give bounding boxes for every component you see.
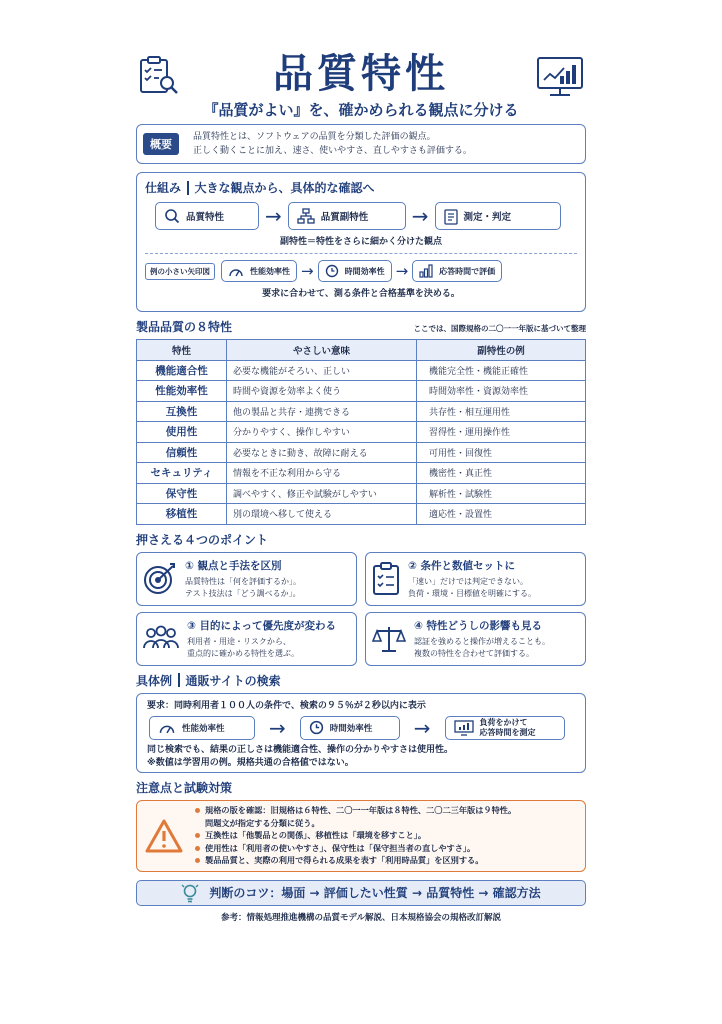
divider	[187, 181, 189, 195]
caution-subtext: 問題文が指定する分類に従う。	[205, 817, 320, 828]
flow-label-line: 応答時間を測定	[479, 727, 536, 737]
characteristic-cell: 保守性	[137, 483, 227, 504]
characteristic-cell: 機能適合性	[137, 360, 227, 381]
flow-label: 応答時間で評価	[439, 266, 496, 276]
divider	[178, 673, 180, 687]
subcharacteristic-cell: 解析性・試験性	[417, 483, 586, 504]
subcharacteristic-cell: 共存性・相互運用性	[417, 401, 586, 422]
clock-icon	[325, 264, 339, 278]
point-line: 負荷・環境・目標値を明確にする。	[408, 588, 536, 598]
list-item	[195, 829, 516, 842]
table-row	[137, 360, 586, 381]
quality-heading: 製品品質の８特性	[136, 320, 233, 334]
header	[136, 48, 586, 120]
table-row	[137, 442, 586, 463]
tip-banner	[136, 880, 586, 906]
meaning-cell: 必要な機能がそろい、正しい	[227, 360, 417, 381]
point-line: 複数の特性を合わせて評価する。	[414, 648, 534, 658]
quality-note: ここでは、国際規格の二〇一一年版に基づいて整理	[413, 324, 586, 333]
flow-label-line: 負荷をかけて	[479, 717, 528, 727]
users-icon	[143, 624, 179, 654]
meaning-cell: 必要なときに動き、故障に耐える	[227, 442, 417, 463]
point-line: 品質特性は「何を評価するか」。	[185, 576, 301, 586]
target-icon	[143, 562, 177, 596]
arrow-icon: →	[411, 204, 429, 228]
point-card	[136, 612, 357, 666]
flow-label: 性能効率性	[182, 723, 225, 734]
arrow-icon: →	[301, 262, 314, 280]
list-item	[195, 854, 516, 867]
point-title: ① 観点と手法を区別	[185, 559, 282, 572]
table-header-row	[137, 340, 586, 361]
caution-text: 規格の版を確認：旧規格は６特性、二〇一一年版は８特性、二〇二三年版は９特性。	[205, 805, 517, 816]
meaning-cell: 時間や資源を効率よく使う	[227, 381, 417, 402]
flow-label: 品質特性	[186, 212, 225, 223]
point-line: 「速い」だけでは判定できない。	[408, 576, 528, 586]
arrow-icon: →	[413, 715, 431, 740]
flow-box	[155, 202, 259, 230]
column-header: 特性	[137, 340, 227, 361]
example-tag: 例の小さい矢印図	[145, 263, 215, 280]
subcharacteristic-cell: 機能完全性・機能正確性	[417, 360, 586, 381]
hierarchy-icon	[297, 208, 315, 224]
flow-label: 時間効率性	[329, 723, 373, 734]
point-line: 利用者・用途・リスクから、	[187, 636, 291, 646]
point-text	[414, 618, 550, 660]
caution-text: 製品品質と、実際の利用で得られる成果を表す「利用時品質」を区別する。	[205, 855, 484, 866]
point-text	[408, 558, 536, 600]
example-box	[136, 693, 586, 773]
magnifier-icon	[164, 208, 180, 224]
characteristic-cell: 使用性	[137, 422, 227, 443]
characteristic-cell: 性能効率性	[137, 381, 227, 402]
point-title: ② 条件と数値セットに	[408, 559, 516, 572]
meaning-cell: 分かりやすく、操作しやすい	[227, 422, 417, 443]
column-header: 副特性の例	[417, 340, 586, 361]
characteristic-cell: セキュリティ	[137, 463, 227, 484]
caution-text: 互換性は「他製品との関係」、移植性は「環境を移すこと」。	[205, 830, 427, 841]
characteristic-cell: 移植性	[137, 504, 227, 525]
flow-box	[221, 260, 297, 282]
flow-box	[300, 716, 400, 740]
caution-heading: 注意点と試験対策	[136, 780, 233, 795]
point-text	[185, 558, 301, 600]
overview-line: 品質特性とは、ソフトウェアの品質を分類した評価の観点。	[193, 132, 436, 142]
example-requirement: 要求：同時利用者１００人の条件で、検索の９５％が２秒以内に表示	[147, 700, 426, 711]
meaning-cell: 他の製品と共存・連携できる	[227, 401, 417, 422]
table-row	[137, 422, 586, 443]
overview-line: 正しく動くことに加え、速さ、使いやすさ、直しやすさも評価する。	[193, 146, 472, 156]
point-line: 重点的に確かめる特性を選ぶ。	[187, 648, 300, 658]
subcharacteristic-cell: 機密性・真正性	[417, 463, 586, 484]
quality-table	[136, 339, 586, 525]
flow-box	[318, 260, 392, 282]
page-subtitle: 『品質がよい』を、確かめられる観点に分ける	[203, 101, 519, 119]
bar-chart-icon	[419, 264, 433, 278]
point-card	[365, 552, 586, 606]
point-title: ③ 目的によって優先度が変わる	[187, 619, 337, 632]
scale-icon	[372, 624, 406, 654]
flow-box	[412, 260, 502, 282]
mechanism-box	[136, 172, 586, 312]
monitor-chart-icon	[536, 56, 584, 98]
mechanism-note: 副特性＝特性をさらに細かく分けた観点	[279, 237, 442, 247]
point-card	[136, 552, 357, 606]
point-card	[365, 612, 586, 666]
example-flow	[149, 716, 575, 740]
flow-label: 性能効率性	[250, 266, 290, 276]
flow-box	[435, 202, 561, 230]
subcharacteristic-cell: 可用性・回復性	[417, 442, 586, 463]
caution-text: 使用性は「利用者の使いやすさ」、保守性は「保守担当者の直しやすさ」。	[205, 842, 476, 853]
clipboard-icon	[372, 562, 400, 596]
overview-tag: 概要	[143, 133, 179, 155]
flow-label	[480, 718, 536, 738]
reference-text: 参考：情報処理推進機構の品質モデル解説、日本規格協会の規格改訂解説	[220, 912, 502, 923]
flow-label: 品質副特性	[320, 212, 369, 223]
subcharacteristic-cell: 習得性・運用操作性	[417, 422, 586, 443]
clock-icon	[309, 720, 324, 735]
list-item	[195, 842, 516, 855]
example-line: ※数値は学習用の例。規格共通の合格値ではない。	[147, 757, 354, 768]
mechanism-subtitle: 大きな観点から、具体的な確認へ	[194, 181, 375, 195]
warning-icon	[145, 819, 183, 853]
characteristic-cell: 信頼性	[137, 442, 227, 463]
example-flow	[145, 260, 577, 282]
flow-label: 時間効率性	[344, 266, 385, 276]
point-text	[187, 618, 336, 660]
subcharacteristic-cell: 時間効率性・資源効率性	[417, 381, 586, 402]
table-row	[137, 483, 586, 504]
flow-label: 測定・判定	[463, 212, 512, 223]
gauge-icon	[228, 265, 244, 277]
gauge-icon	[158, 721, 176, 734]
example-subtitle: 通販サイトの検索	[185, 673, 281, 688]
table-row	[137, 504, 586, 525]
points-grid	[136, 552, 586, 666]
mechanism-heading	[145, 179, 577, 196]
meaning-cell: 別の環境へ移して使える	[227, 504, 417, 525]
arrow-icon: →	[269, 715, 286, 740]
mechanism-title: 仕組み	[145, 181, 182, 195]
points-heading: 押さえる４つのポイント	[136, 532, 269, 547]
table-row	[137, 463, 586, 484]
mechanism-note2: 要求に合わせて、測る条件と合格基準を決める。	[262, 289, 460, 299]
table-row	[137, 381, 586, 402]
point-line: 認証を強めると操作が増えることも。	[414, 636, 550, 646]
list-item	[195, 804, 516, 829]
example-heading	[136, 672, 586, 689]
quality-heading-row	[136, 318, 586, 335]
flow-box	[149, 716, 255, 740]
arrow-icon: →	[265, 204, 282, 228]
mechanism-flow	[155, 202, 577, 230]
subcharacteristic-cell: 適応性・設置性	[417, 504, 586, 525]
lightbulb-icon	[181, 883, 199, 903]
flow-box	[288, 202, 406, 230]
monitor-chart-icon	[454, 720, 474, 736]
point-title: ④ 特性どうしの影響も見る	[414, 619, 543, 632]
meaning-cell: 情報を不正な利用から守る	[227, 463, 417, 484]
caution-box	[136, 800, 586, 872]
table-row	[137, 401, 586, 422]
meaning-cell: 調べやすく、修正や試験がしやすい	[227, 483, 417, 504]
tip-text: 判断のコツ：場面 → 評価したい性質 → 品質特性 → 確認方法	[209, 886, 541, 900]
characteristic-cell: 互換性	[137, 401, 227, 422]
page-title: 品質特性	[273, 51, 449, 97]
arrow-icon: →	[395, 262, 409, 280]
caution-list	[195, 804, 516, 867]
example-line: 同じ検索でも、結果の正しさは機能適合性、操作の分かりやすさは使用性。	[147, 744, 454, 755]
flow-box	[445, 716, 565, 740]
example-title: 具体例	[136, 673, 173, 688]
column-header: やさしい意味	[227, 340, 417, 361]
point-line: テスト技法は「どう調べるか」。	[185, 588, 301, 598]
overview-box	[136, 124, 586, 164]
clipboard-icon	[444, 208, 458, 225]
dashed-divider	[145, 253, 577, 254]
infographic	[136, 48, 586, 923]
overview-text	[193, 130, 472, 158]
